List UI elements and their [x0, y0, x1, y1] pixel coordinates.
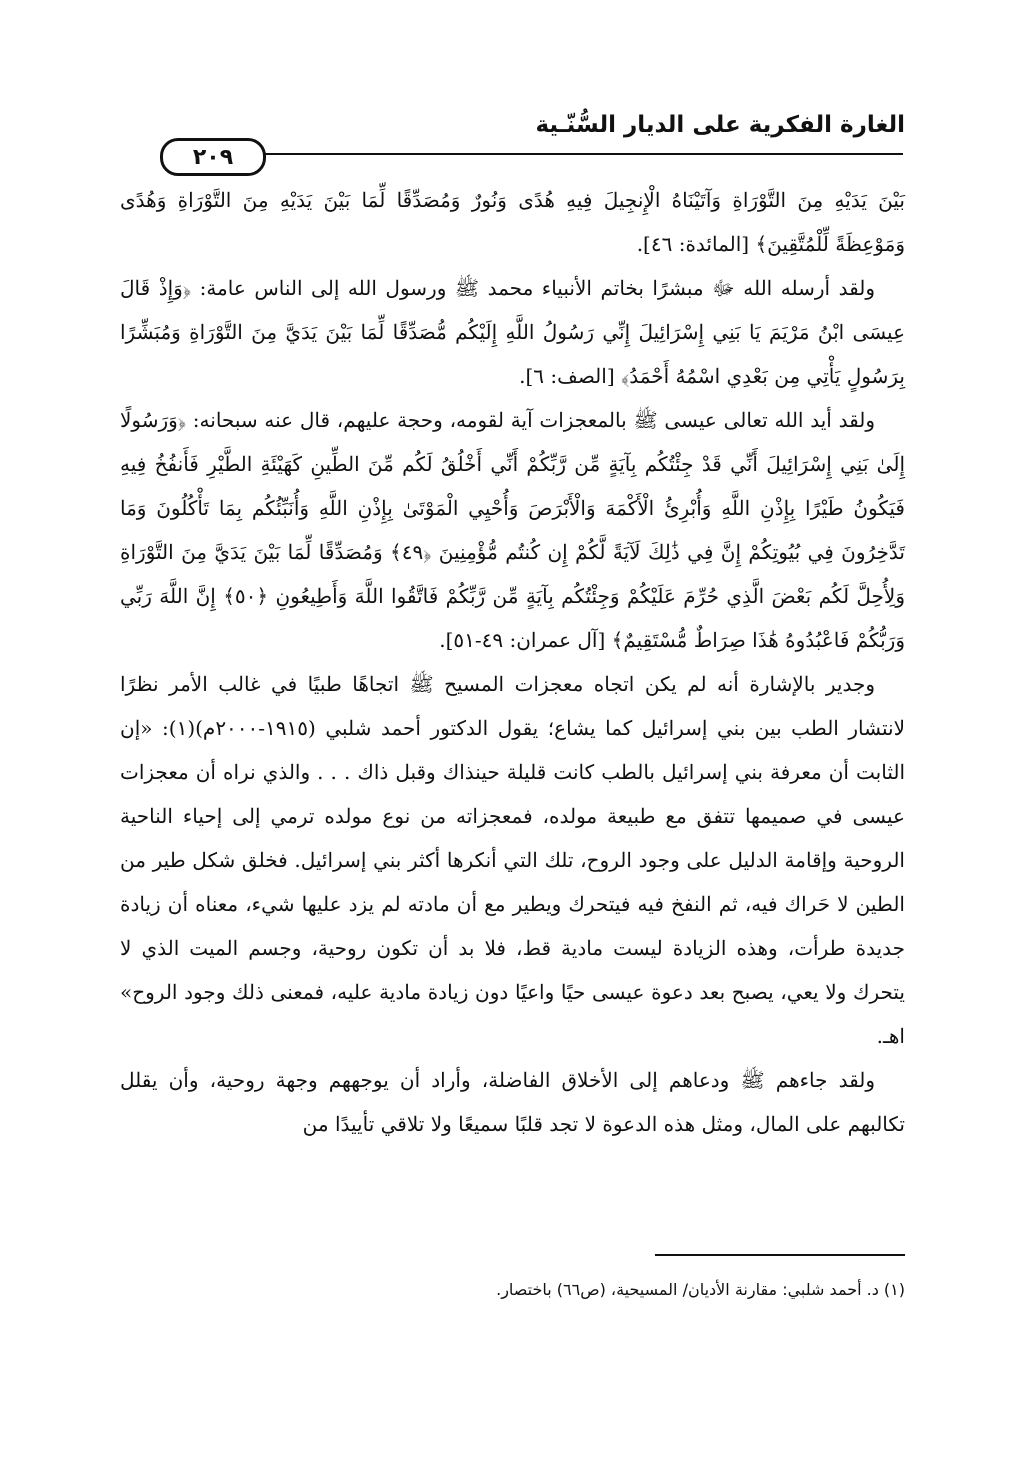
- running-title: الغارة الفكرية على الديار السُّنّـية: [535, 112, 905, 138]
- paragraph-5: ولقد جاءهم ﷺ ودعاهم إلى الأخلاق الفاضلة، وأراد أن يوجههم وجهة روحية، وأن يقلل تكالبهم على المال، ومثل هذه الدعوة لا تجد قلبًا سميعًا ولا تلاقي تأييدًا من: [120, 1068, 905, 1136]
- footnote: (١) د. أحمد شلبي: مقارنة الأديان/ المسيحية، (ص٦٦) باختصار.: [496, 1280, 905, 1299]
- paragraph-2: ولقد أرسله الله ﷻ مبشرًا بخاتم الأنبياء محمد ﷺ ورسول الله إلى الناس عامة: ﴿وَإِذْ قَالَ عِيسَى ابْنُ مَرْيَمَ يَا بَنِي إِسْرَائِيلَ إِنِّي رَسُولُ اللَّهِ إِلَيْكُم مُّصَدِّقًا لِّمَا بَيْنَ يَدَيَّ مِنَ التَّوْرَاةِ وَمُبَشِّرًا بِرَسُولٍ يَأْتِي مِن بَعْدِي اسْمُهُ أَحْمَدُ﴾ [الصف: ٦].: [120, 276, 905, 388]
- paragraph-1: بَيْنَ يَدَيْهِ مِنَ التَّوْرَاةِ وَآتَيْنَاهُ الْإِنجِيلَ فِيهِ هُدًى وَنُورٌ وَمُصَدِّقًا لِّمَا بَيْنَ يَدَيْهِ مِنَ التَّوْرَاةِ وَهُدًى وَمَوْعِظَةً لِّلْمُتَّقِينَ﴾ [المائدة: ٤٦].: [120, 188, 905, 256]
- main-text: [120, 178, 905, 1146]
- paragraph-4: وجدير بالإشارة أنه لم يكن اتجاه معجزات المسيح ﷺ اتجاهًا طبيًا في غالب الأمر نظرًا لانتشار الطب بين بني إسرائيل كما يشاع؛ يقول الدكتور أحمد شلبي (١٩١٥-٢٠٠٠م)(١): «إن الثابت أن معرفة بني إسرائيل بالطب كانت قليلة حينذاك وقبل ذاك . . . والذي نراه أن معجزات عيسى في صميمها تتفق مع طبيعة مولده، فمعجزاته من نوع مولده ترمي إلى إحياء الناحية الروحية وإقامة الدليل على وجود الروح، تلك التي أنكرها أكثر بني إسرائيل. فخلق شكل طير من الطين لا حَراك فيه، ثم النفخ فيه فيتحرك ويطير مع أن مادته لم يزد عليها شيء، معناه أن زيادة جديدة طرأت، وهذه الزيادة ليست مادية قط، فلا بد أن تكون روحية، وجسم الميت الذي لا يتحرك ولا يعي، يصبح بعد دعوة عيسى حيًا واعيًا دون زيادة مادية عليه، فمعنى ذلك وجود الروح» اهـ.: [120, 672, 905, 1048]
- footnote-rule: [655, 1254, 905, 1256]
- page-number-badge: ٢٠٩: [160, 138, 266, 176]
- header-rule: [236, 153, 903, 155]
- paragraph-3: ولقد أيد الله تعالى عيسى ﷺ بالمعجزات آية لقومه، وحجة عليهم، قال عنه سبحانه: ﴿وَرَسُولًا إِلَىٰ بَنِي إِسْرَائِيلَ أَنِّي قَدْ جِئْتُكُم بِآيَةٍ مِّن رَّبِّكُمْ أَنِّي أَخْلُقُ لَكُم مِّنَ الطِّينِ كَهَيْئَةِ الطَّيْرِ فَأَنفُخُ فِيهِ فَيَكُونُ طَيْرًا بِإِذْنِ اللَّهِ وَأُبْرِئُ الْأَكْمَهَ وَالْأَبْرَصَ وَأُحْيِي الْمَوْتَىٰ بِإِذْنِ اللَّهِ وَأُنَبِّئُكُم بِمَا تَأْكُلُونَ وَمَا تَدَّخِرُونَ فِي بُيُوتِكُمْ إِنَّ فِي ذَٰلِكَ لَآيَةً لَّكُمْ إِن كُنتُم مُّؤْمِنِينَ ﴿٤٩﴾ وَمُصَدِّقًا لِّمَا بَيْنَ يَدَيَّ مِنَ التَّوْرَاةِ وَلِأُحِلَّ لَكُم بَعْضَ الَّذِي حُرِّمَ عَلَيْكُمْ وَجِئْتُكُم بِآيَةٍ مِّن رَّبِّكُمْ فَاتَّقُوا اللَّهَ وَأَطِيعُونِ ﴿٥٠﴾ إِنَّ اللَّهَ رَبِّي وَرَبُّكُمْ فَاعْبُدُوهُ هَٰذَا صِرَاطٌ مُّسْتَقِيمٌ﴾ [آل عمران: ٤٩-٥١].: [120, 408, 905, 652]
